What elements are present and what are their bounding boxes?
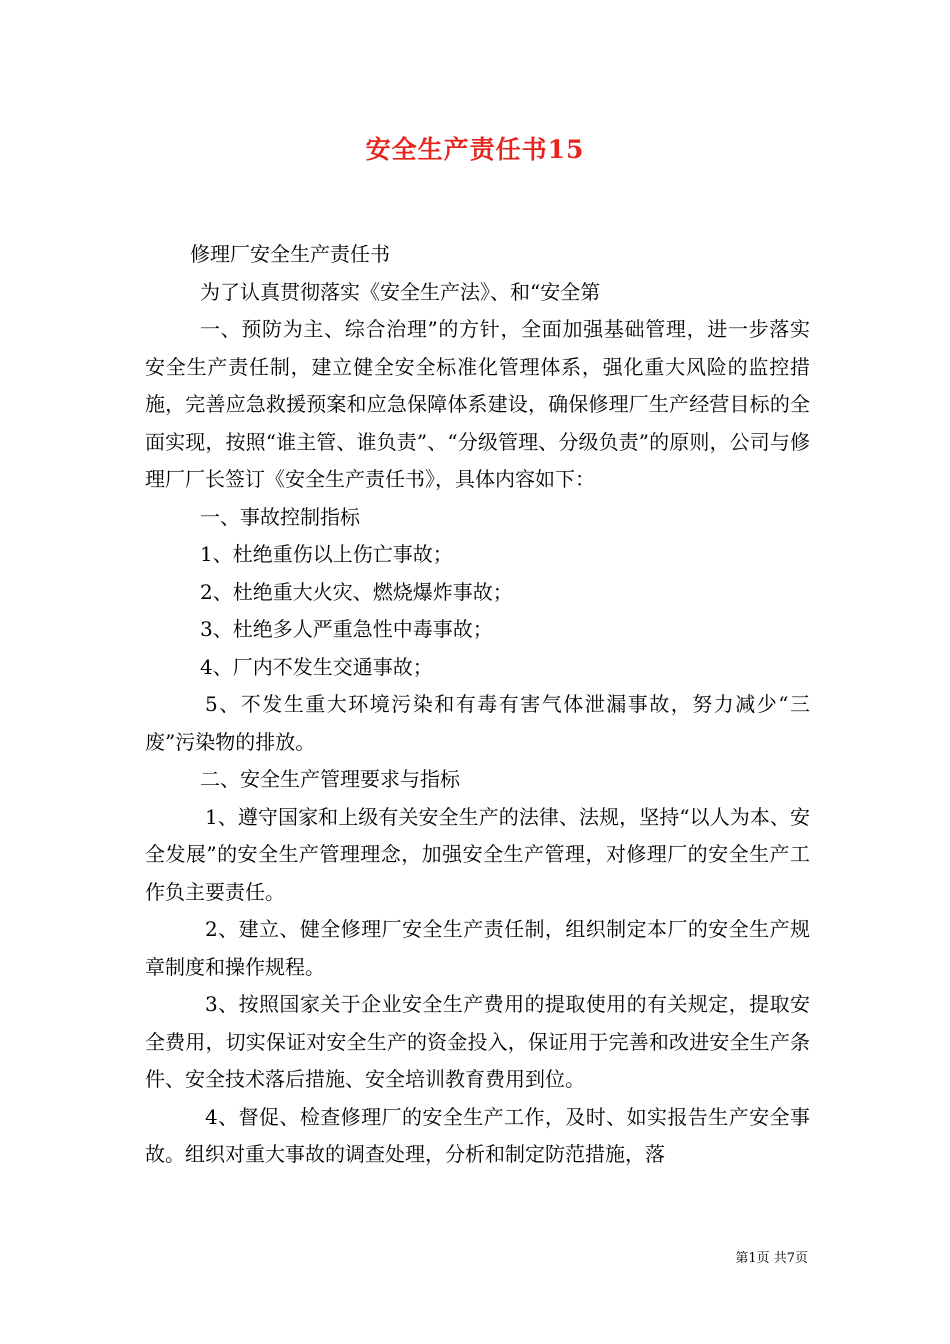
list-item: 2、杜绝重大火灾、燃烧爆炸事故； <box>200 579 513 604</box>
list-item: 1、杜绝重伤以上伤亡事故； <box>200 542 453 566</box>
list-item: 5、不发生重大环境污染和有毒有害气体泄漏事故，努力减少“三废”污染物的排放。 <box>145 692 810 754</box>
section-heading: 二、安全生产管理要求与指标 <box>200 767 460 791</box>
section-heading: 一、事故控制指标 <box>200 504 360 529</box>
list-item: 3、杜绝多人严重急性中毒事故； <box>200 617 493 641</box>
list-item: 4、督促、检查修理厂的安全生产工作，及时、如实报告生产安全事故。组织对重大事故的调查处理，分析和制定防范措施，落 <box>145 1104 810 1166</box>
paragraph: 一、预防为主、综合治理”的方针，全面加强基础管理，进一步落实安全生产责任制，建立健全安全标准化管理体系，强化重大风险的监控措施，完善应急救援预案和应急保障体系建设，确保修理厂生产经营目标的全面实现，按照“谁主管、谁负责”、“分级管理、分级负责”的原则，公司与修理厂厂长签订《安全生产责任书》，具体内容如下： <box>145 317 810 491</box>
document-title: 安全生产责任书15 <box>365 135 585 164</box>
list-item: 4、厂内不发生交通事故； <box>200 654 433 679</box>
paragraph: 为了认真贯彻落实《安全生产法》、和“安全第 <box>200 279 601 304</box>
paragraph-subtitle: 修理厂安全生产责任书 <box>190 242 390 266</box>
list-item: 1、遵守国家和上级有关安全生产的法律、法规，坚持“以人为本、安全发展”的安全生产管理理念，加强安全生产管理，对修理厂的安全生产工作负主要责任。 <box>145 804 810 904</box>
page-number: 第1页 共7页 <box>735 1251 808 1266</box>
list-item: 3、按照国家关于企业安全生产费用的提取使用的有关规定，提取安全费用，切实保证对安全生产的资金投入，保证用于完善和改进安全生产条件、安全技术落后措施、安全培训教育费用到位。 <box>145 992 810 1091</box>
document-body <box>145 236 810 1174</box>
list-item: 2、建立、健全修理厂安全生产责任制，组织制定本厂的安全生产规章制度和操作规程。 <box>145 917 810 979</box>
